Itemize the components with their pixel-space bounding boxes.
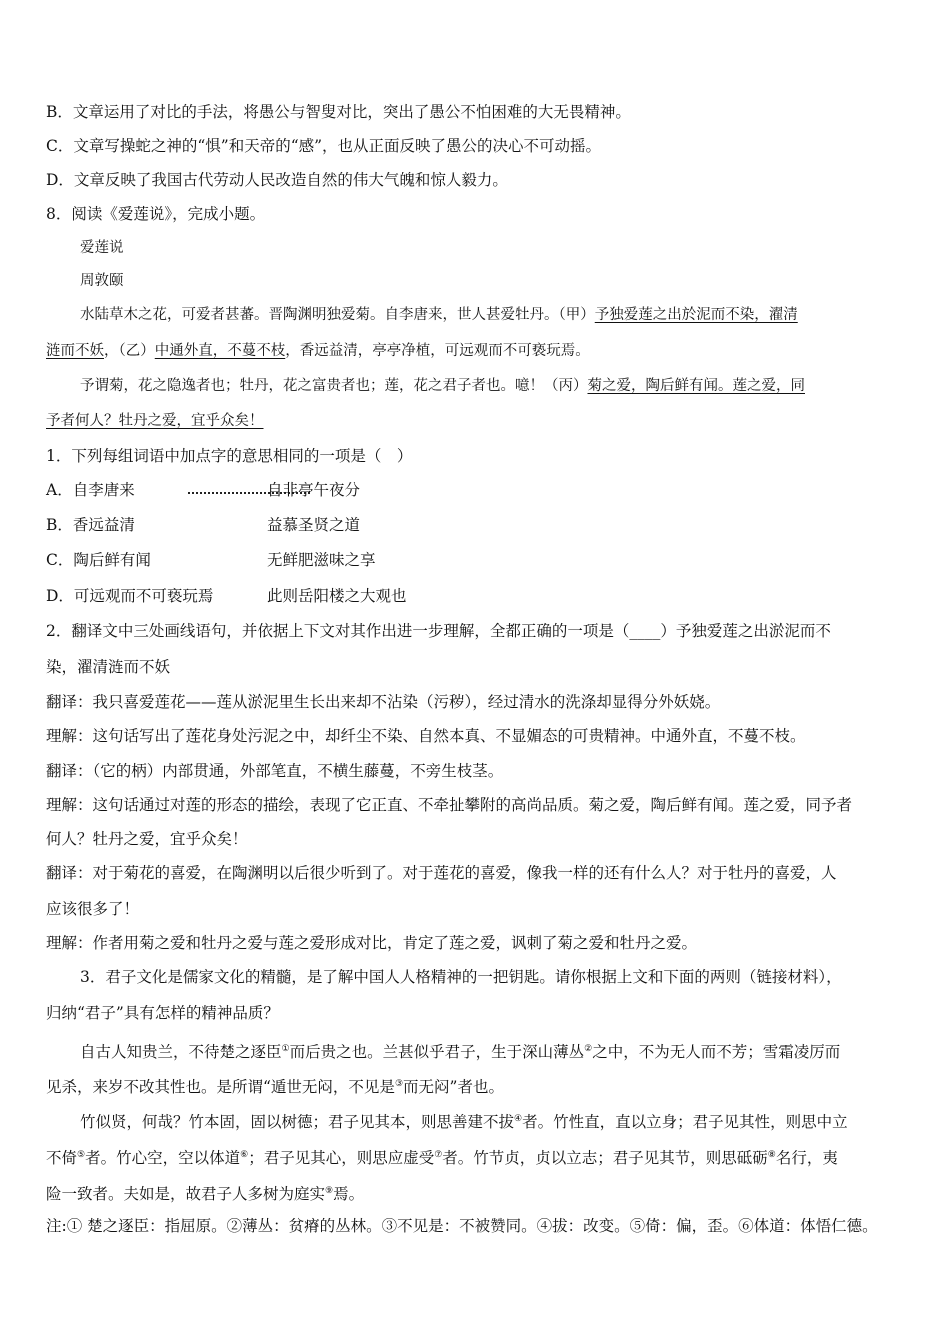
sub1-option-b <box>46 514 906 536</box>
sub2-question-line2: 染，濯清涟而不妖 <box>46 658 171 676</box>
material-text: 自古人知贵兰，不待楚之逐臣 <box>80 1043 282 1062</box>
option-right: 益慕圣贤之道 <box>267 516 361 534</box>
note-mark: ⑤ <box>77 1150 86 1160</box>
passage-p1-line2 <box>46 340 590 362</box>
material-text: 险一致者。夫如是，故君子人多树为庭实 <box>46 1185 326 1204</box>
material-text: 竹似贤，何哉？竹本固，固以树德；君子见其本，则思善建不拔 <box>80 1113 515 1132</box>
note-mark: ⑧ <box>767 1150 776 1160</box>
understanding-2-line2: 何人？牡丹之爱，宜乎众矣！ <box>46 830 248 848</box>
footnotes: 注:① 楚之逐臣：指屈原。②薄丛：贫瘠的丛林。③不见是：不被赞同。④拔：改变。⑤倚：偏，歪。⑥体道：体悟仁德。 <box>46 1217 878 1235</box>
translation-2: 翻译：（它的柄）内部贯通，外部笔直，不横生藤蔓，不旁生枝茎。 <box>46 762 504 780</box>
material2-line2 <box>46 1144 838 1169</box>
sub1-option-d <box>46 585 906 607</box>
material1-line2 <box>46 1073 504 1098</box>
option-left: A．自李唐来 <box>46 481 135 499</box>
passage-text: ，香远益清，亭亭净植，可远观而不可亵玩焉。 <box>285 343 590 359</box>
q7-option-d: D．文章反映了我国古代劳动人民改造自然的伟大气魄和惊人毅力。 <box>46 171 508 189</box>
material-text: 者。竹性直，直以立身；君子见其性，则思中立 <box>522 1113 848 1132</box>
passage-text: 予谓菊，花之隐逸者也；牡丹，花之富贵者也；莲，花之君子者也。噫！（丙） <box>80 378 588 394</box>
note-mark: ⑥ <box>240 1150 249 1160</box>
option-left: C．陶后鲜有闻 <box>46 551 151 569</box>
q7-option-c: C．文章写操蛇之神的“惧”和天帝的“感”，也从正面反映了愚公的决心不可动摇。 <box>46 137 602 155</box>
note-mark: ③ <box>394 1079 404 1089</box>
underline-jia: 予独爱莲之出於泥而不染，濯清 <box>594 307 798 323</box>
material-text: 而无闷”者也。 <box>403 1078 504 1097</box>
material-text: 者。竹节贞，贞以立志；君子见其节，则思砥砺 <box>442 1149 768 1168</box>
passage-text: 水陆草木之花，可爱者甚蕃。晋陶渊明独爱菊。自李唐来，世人甚爱牡丹。（甲） <box>80 307 595 323</box>
material-text: 者。竹心空，空以体道 <box>85 1149 241 1168</box>
option-left: D．可远观而不可亵玩焉 <box>46 587 214 605</box>
translation-1: 翻译：我只喜爱莲花——莲从淤泥里生长出来却不沾染（污秽），经过清水的洗涤却显得分外妖娆。 <box>46 693 721 711</box>
translation-3-line1: 翻译：对于菊花的喜爱，在陶渊明以后很少听到了。对于莲花的喜爱，像我一样的还有什么人？对于牡丹的喜爱，人 <box>46 864 837 882</box>
underline-bing: 菊之爱，陶后鲜有闻。莲之爱，同 <box>587 378 805 394</box>
material2-line1 <box>80 1108 848 1133</box>
passage-p1-line1 <box>80 304 798 326</box>
passage-p2-line2 <box>46 410 264 432</box>
material-text: 焉。 <box>333 1185 365 1204</box>
sub3-question-line1: 3．君子文化是儒家文化的精髓，是了解中国人人格精神的一把钥匙。请你根据上文和下面的两则（链接材料）， <box>80 968 842 986</box>
option-right: 自非亭午夜分 <box>267 481 361 499</box>
understanding-3: 理解：作者用菊之爱和牡丹之爱与莲之爱形成对比，肯定了莲之爱，讽刺了菊之爱和牡丹之爱。 <box>46 934 698 952</box>
material2-line3 <box>46 1180 364 1205</box>
understanding-1: 理解：这句话写出了莲花身处污泥之中，却纤尘不染、自然本真、不显媚态的可贵精神。中通外直，不蔓不枝。 <box>46 727 806 745</box>
poem-title: 爱莲说 <box>80 240 124 256</box>
underline-yi: 中通外直，不蔓不枝 <box>154 343 286 359</box>
sub1-option-a <box>46 479 906 501</box>
material-text: 名行，夷 <box>775 1149 838 1168</box>
sub1-question: 1．下列每组词语中加点字的意思相同的一项是（ ） <box>46 447 413 465</box>
material1-line1 <box>80 1038 840 1063</box>
underline-bing-cont: 予者何人？牡丹之爱，宜乎众矣！ <box>46 413 264 429</box>
understanding-2-line1: 理解：这句话通过对莲的形态的描绘，表现了它正直、不牵扯攀附的高尚品质。菊之爱，陶后鲜有闻。莲之爱，同予者 <box>46 796 853 814</box>
q7-option-b: B．文章运用了对比的手法，将愚公与智叟对比，突出了愚公不怕困难的大无畏精神。 <box>46 103 631 121</box>
sub2-question-line1: 2．翻译文中三处画线语句，并依据上下文对其作出进一步理解，全都正确的一项是（____）予独爱莲之出淤泥而不 <box>46 622 831 640</box>
material-text: 见杀，来岁不改其性也。是所谓“遁世无闷，不见是 <box>46 1078 395 1097</box>
material-text: 之中，不为无人而不芳；雪霜凌厉而 <box>592 1043 841 1062</box>
note-mark: ⑦ <box>434 1150 443 1160</box>
option-left: B．香远益清 <box>46 516 135 534</box>
passage-p2-line1 <box>80 375 805 397</box>
material-text: ；君子见其心，则思应虚受 <box>248 1149 435 1168</box>
note-mark: ④ <box>514 1114 523 1124</box>
translation-3-line2: 应该很多了！ <box>46 900 140 918</box>
note-mark: ⑨ <box>325 1186 334 1196</box>
option-right: 无鲜肥滋味之享 <box>267 551 376 569</box>
material-text: 不倚 <box>46 1149 78 1168</box>
option-right: 此则岳阳楼之大观也 <box>267 587 407 605</box>
sub1-option-c <box>46 549 906 571</box>
note-mark: ① <box>281 1044 290 1054</box>
material-text: 而后贵之也。兰甚似乎君子，生于深山薄丛 <box>289 1043 585 1062</box>
underline-jia-cont: 涟而不妖 <box>46 343 104 359</box>
sub3-question-line2: 归纳“君子”具有怎样的精神品质？ <box>46 1004 279 1022</box>
note-mark: ② <box>584 1044 593 1054</box>
poem-author: 周敦颐 <box>80 273 124 289</box>
q8-heading: 8．阅读《爱莲说》，完成小题。 <box>46 205 266 223</box>
passage-text: ，（乙） <box>104 343 155 359</box>
